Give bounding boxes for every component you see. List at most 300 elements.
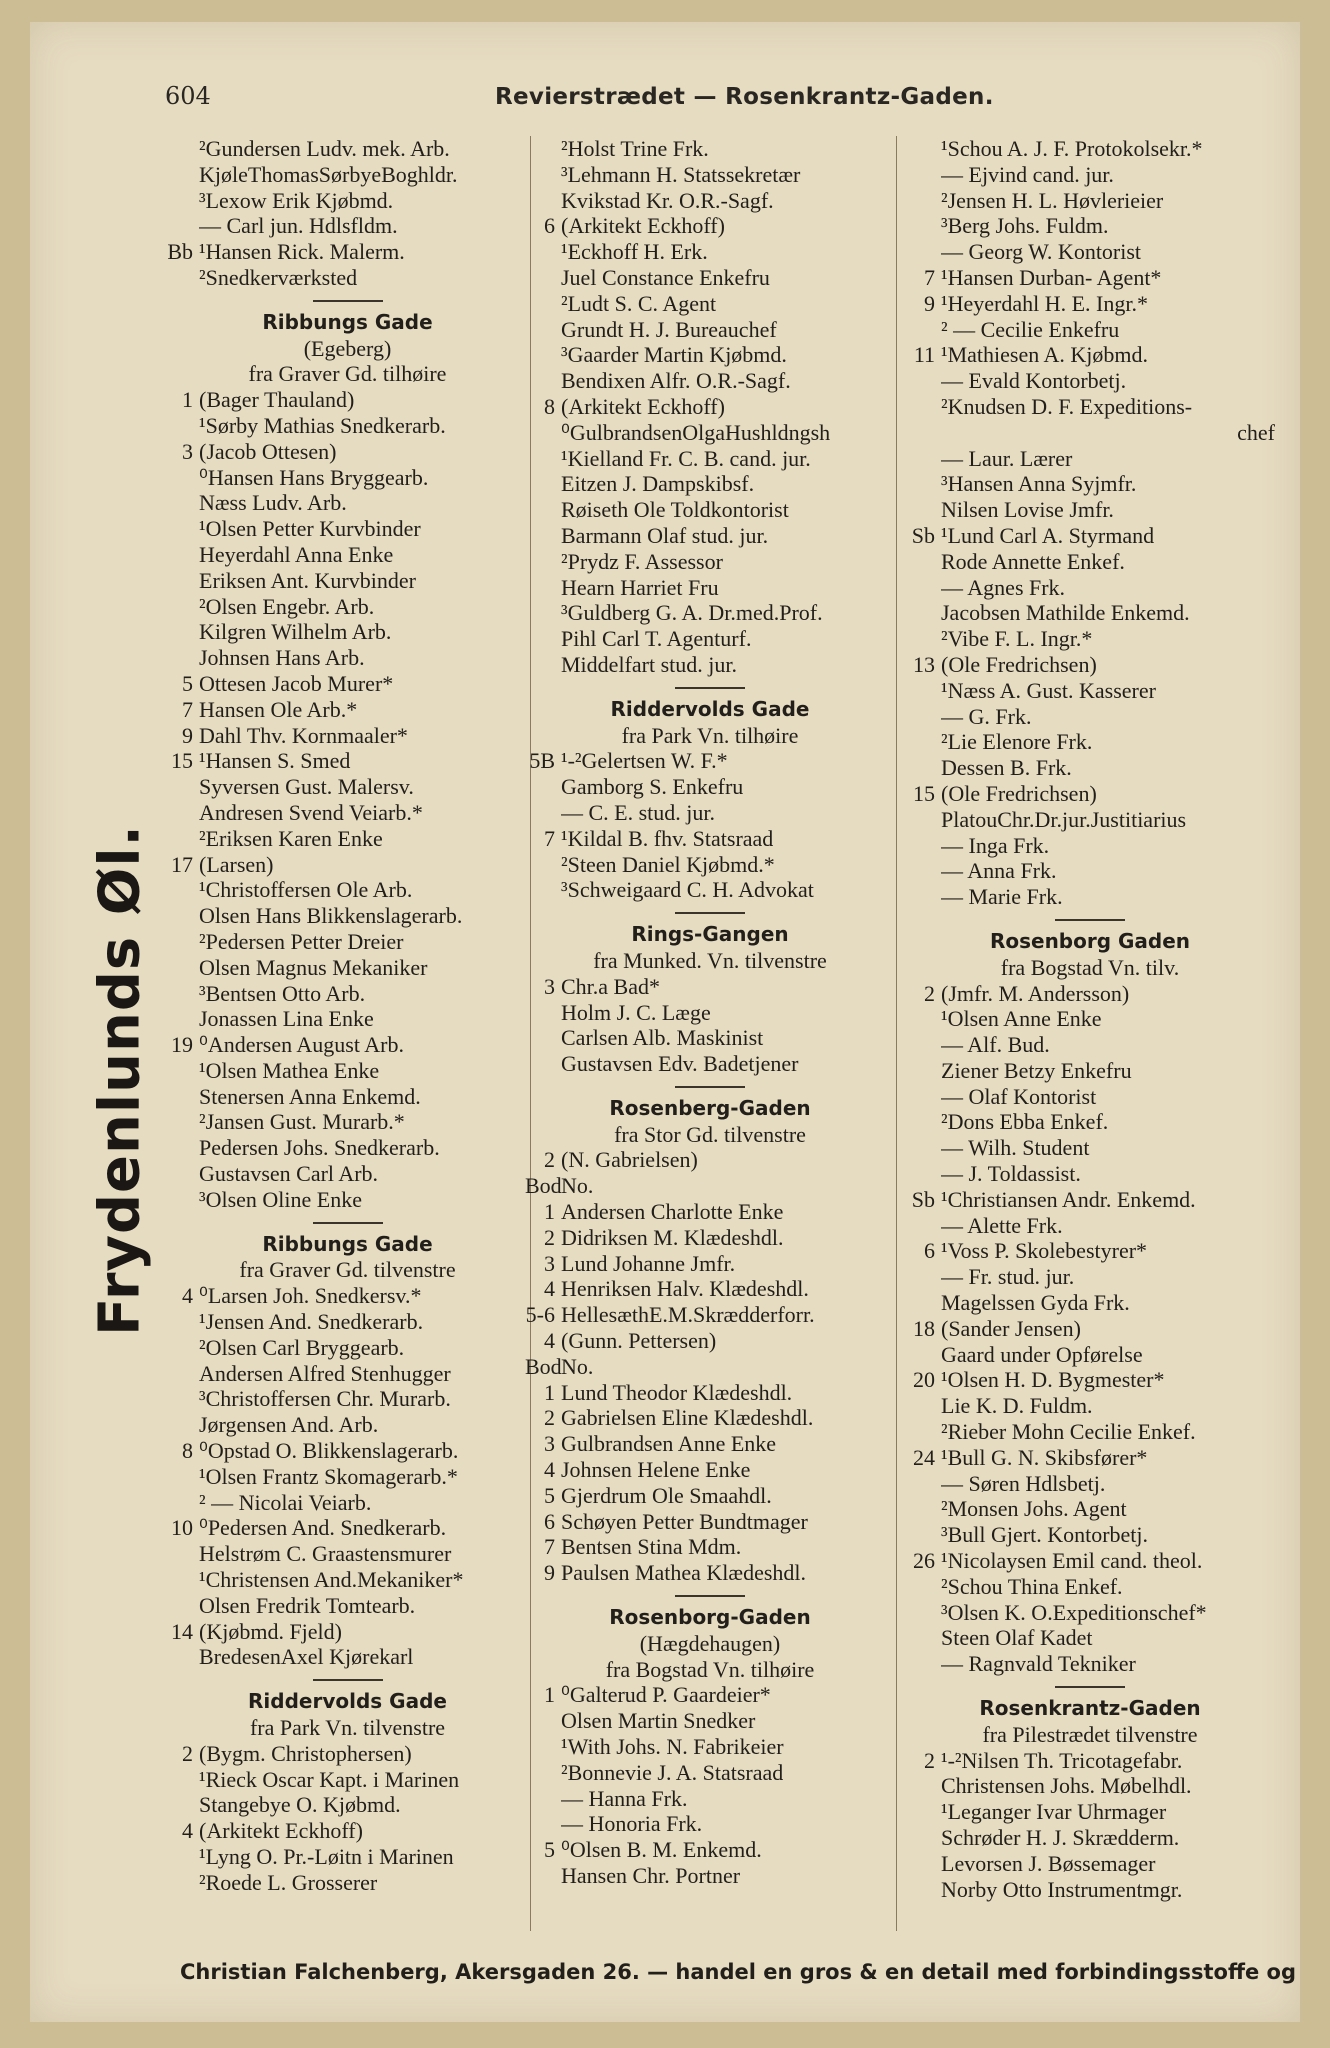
directory-entry <box>525 549 895 575</box>
house-number: 2 <box>182 1740 193 1766</box>
directory-entry <box>165 490 530 516</box>
house-number <box>165 1084 199 1110</box>
resident-name: — Anna Frk. <box>941 858 1057 884</box>
house-number <box>905 1342 941 1368</box>
page-number: 604 <box>165 82 211 110</box>
house-number <box>905 471 941 497</box>
directory-entry <box>525 213 895 239</box>
directory-entry <box>525 1276 895 1302</box>
directory-entry <box>525 1225 895 1251</box>
house-number <box>165 1361 199 1387</box>
resident-name: ²Snedkerværksted <box>199 264 358 290</box>
resident-name: Olsen Magnus Mekaniker <box>199 954 428 980</box>
house-number: 9 <box>182 722 193 748</box>
directory-entry <box>525 1147 895 1173</box>
directory-entry <box>525 774 895 800</box>
directory-entry <box>525 239 895 265</box>
house-number: 13 <box>913 651 935 677</box>
resident-name: Nilsen Lovise Jmfr. <box>941 497 1114 523</box>
directory-entry <box>525 1682 895 1708</box>
directory-entry <box>525 877 895 903</box>
directory-entry <box>905 1393 1275 1419</box>
house-number: 17 <box>171 851 193 877</box>
resident-name: ¹Olsen Anne Enke <box>941 1006 1102 1032</box>
directory-entry <box>905 678 1275 704</box>
directory-entry <box>165 542 530 568</box>
resident-name: ³Hansen Anna Syjmfr. <box>941 471 1137 497</box>
resident-name: Næss Ludv. Arb. <box>199 490 347 516</box>
house-number <box>525 774 561 800</box>
street-heading: Rosenkrantz-Gaden <box>979 1696 1201 1721</box>
directory-entry <box>165 1792 530 1818</box>
directory-entry <box>905 213 1275 239</box>
resident-name: Pihl Carl T. Agenturf. <box>561 626 752 652</box>
house-number <box>165 1161 199 1187</box>
resident-name: Didriksen M. Klædeshdl. <box>561 1224 784 1250</box>
house-number: 3 <box>544 1250 555 1276</box>
resident-name: Eitzen J. Dampskibsf. <box>561 471 755 497</box>
directory-entry <box>905 394 1275 420</box>
resident-name: (Arkitekt Eckhoff) <box>199 1818 363 1844</box>
resident-name: Levorsen J. Bøssemager <box>941 1850 1156 1876</box>
house-number: 26 <box>913 1548 935 1574</box>
street-direction: fra Munked. Vn. tilvenstre <box>593 947 827 973</box>
directory-entry <box>165 213 530 239</box>
directory-entry <box>525 1734 895 1760</box>
directory-entry <box>525 1811 895 1837</box>
resident-name: Olsen Fredrik Tomtearb. <box>199 1592 416 1618</box>
house-number <box>525 446 561 472</box>
resident-name: ¹Kildal B. fhv. Statsraad <box>561 825 774 851</box>
resident-name: BredesenAxel Kjørekarl <box>199 1644 414 1670</box>
directory-entry <box>905 981 1275 1007</box>
resident-name: ¹Jensen And. Snedkerarb. <box>199 1309 424 1335</box>
resident-name: Kilgren Wilhelm Arb. <box>199 619 392 645</box>
directory-entry <box>165 619 530 645</box>
directory-entry <box>905 1851 1275 1877</box>
resident-name: ³Olsen K. O.Expeditionschef* <box>941 1599 1207 1625</box>
house-number: 1 <box>182 387 193 413</box>
street-heading: Riddervolds Gade <box>610 696 810 721</box>
resident-name: — Ragnvald Tekniker <box>941 1651 1136 1677</box>
directory-entry <box>905 549 1275 575</box>
directory-entry <box>525 600 895 626</box>
resident-name: (Jmfr. M. Andersson) <box>941 980 1130 1006</box>
house-number <box>905 807 941 833</box>
directory-entry <box>905 1187 1275 1213</box>
house-number <box>525 575 561 601</box>
directory-entry <box>905 1600 1275 1626</box>
resident-name: Steen Olaf Kadet <box>941 1625 1093 1651</box>
resident-name: ¹Lyng O. Pr.-Løitn i Marinen <box>199 1844 454 1869</box>
directory-entry <box>165 1741 530 1767</box>
house-number: 1 <box>544 1379 555 1405</box>
house-number <box>525 1811 561 1837</box>
resident-name: ⁰Andersen August Arb. <box>199 1032 404 1058</box>
street-direction: (Egeberg) <box>303 335 392 361</box>
resident-name: ¹Bull G. N. Skibsfører* <box>941 1444 1148 1470</box>
street-direction: fra Stor Gd. tilvenstre <box>614 1121 806 1147</box>
directory-entry <box>905 1574 1275 1600</box>
house-number <box>905 626 941 652</box>
resident-name: Schrøder H. J. Skrædderm. <box>941 1825 1180 1850</box>
directory-entry <box>905 858 1275 884</box>
directory-entry <box>905 188 1275 214</box>
directory-entry <box>905 781 1275 807</box>
house-number <box>165 1335 199 1361</box>
directory-entry <box>165 1490 530 1516</box>
directory-column-3 <box>905 136 1275 1902</box>
house-number: Sb <box>911 522 935 548</box>
directory-entry <box>525 1199 895 1225</box>
directory-entry <box>525 1328 895 1354</box>
house-number <box>525 265 561 291</box>
directory-entry <box>905 1548 1275 1574</box>
resident-name: ²Olsen Engebr. Arb. <box>199 593 375 619</box>
house-number <box>165 1135 199 1161</box>
house-number: 9 <box>924 290 935 316</box>
house-number <box>905 1264 941 1290</box>
directory-entry <box>905 1445 1275 1471</box>
directory-entry <box>905 833 1275 859</box>
house-number <box>905 1006 941 1032</box>
directory-entry <box>905 1084 1275 1110</box>
house-number <box>905 1799 941 1825</box>
resident-name: Hansen Ole Arb.* <box>199 696 358 722</box>
street-direction: fra Park Vn. tilvenstre <box>249 1715 446 1741</box>
directory-entry <box>905 1161 1275 1187</box>
resident-name: ²Roede L. Grosserer <box>199 1869 378 1895</box>
resident-name: Magelssen Gyda Frk. <box>941 1290 1130 1316</box>
house-number <box>905 549 941 575</box>
resident-name: ³Lehmann H. Statssekretær <box>561 161 801 187</box>
house-number <box>165 1644 199 1670</box>
resident-name: ¹Nicolaysen Emil cand. theol. <box>941 1548 1203 1574</box>
house-number: 19 <box>171 1032 193 1058</box>
house-number: 2 <box>544 1147 555 1173</box>
resident-name: Gustavsen Edv. Badetjener <box>561 1051 799 1077</box>
house-number <box>525 1760 561 1786</box>
house-number <box>905 317 941 343</box>
directory-entry <box>905 1799 1275 1825</box>
directory-entry <box>525 626 895 652</box>
house-number <box>165 800 199 826</box>
directory-entry <box>525 1786 895 1812</box>
directory-entry <box>165 1084 530 1110</box>
house-number <box>525 626 561 652</box>
directory-entry <box>525 1863 895 1889</box>
street-heading: Rosenborg Gaden <box>989 928 1191 953</box>
directory-entry <box>525 1380 895 1406</box>
house-number: 3 <box>544 973 555 999</box>
resident-name: ²Bonnevie J. A. Statsraad <box>561 1759 784 1785</box>
resident-name: ³Bull Gjert. Kontorbetj. <box>941 1522 1149 1548</box>
directory-entry <box>165 1309 530 1335</box>
directory-entry <box>165 413 530 439</box>
house-number: 2 <box>924 980 935 1006</box>
directory-entry <box>165 1058 530 1084</box>
house-number <box>525 368 561 394</box>
directory-entry <box>525 1354 895 1380</box>
house-number <box>165 1006 199 1032</box>
street-direction: fra Graver Gd. tilhøire <box>248 361 447 387</box>
house-number <box>165 568 199 594</box>
house-number <box>165 136 199 162</box>
resident-name: — Laur. Lærer <box>941 445 1073 471</box>
directory-entry <box>165 1438 530 1464</box>
directory-entry <box>525 291 895 317</box>
directory-entry <box>525 342 895 368</box>
house-number <box>905 368 941 394</box>
resident-name: ²Pedersen Petter Dreier <box>199 928 404 954</box>
resident-name: ¹Olsen Mathea Enke <box>199 1057 380 1083</box>
resident-name: Dessen B. Frk. <box>941 755 1072 781</box>
house-number <box>905 1496 941 1522</box>
directory-entry <box>525 1837 895 1863</box>
house-number <box>165 1490 199 1516</box>
resident-name: — Georg W. Kontorist <box>941 239 1142 265</box>
directory-entry <box>165 439 530 465</box>
house-number <box>905 1058 941 1084</box>
resident-name: Gamborg S. Enkefru <box>561 774 744 800</box>
house-number <box>165 929 199 955</box>
directory-entry <box>905 1625 1275 1651</box>
resident-name: Middelfart stud. jur. <box>561 651 737 677</box>
house-number <box>525 1051 561 1077</box>
directory-entry <box>525 1431 895 1457</box>
house-number <box>905 1109 941 1135</box>
resident-name: (Bygm. Christophersen) <box>199 1740 412 1766</box>
resident-name: — Evald Kontorbetj. <box>941 368 1127 394</box>
house-number: 15 <box>171 748 193 774</box>
directory-entry <box>525 1000 895 1026</box>
directory-entry <box>905 291 1275 317</box>
resident-name: — Søren Hdlsbetj. <box>941 1470 1106 1496</box>
street-direction: fra Park Vn. tilhøire <box>621 722 799 748</box>
directory-entry <box>165 387 530 413</box>
directory-entry <box>165 903 530 929</box>
street-heading: Ribbungs Gade <box>262 309 433 334</box>
resident-name: ³Olsen Oline Enke <box>199 1186 363 1212</box>
resident-name: ¹Hansen Durban- Agent* <box>941 264 1162 290</box>
house-number <box>165 1567 199 1593</box>
resident-name: Lund Johanne Jmfr. <box>561 1250 736 1276</box>
house-number <box>525 1863 561 1889</box>
resident-name: ¹Lund Carl A. Styrmand <box>941 522 1155 548</box>
directory-entry <box>165 1593 530 1619</box>
house-number <box>525 1708 561 1734</box>
resident-name: Bentsen Stina Mdm. <box>561 1534 742 1560</box>
resident-name: ²Lie Elenore Frk. <box>941 729 1093 755</box>
resident-name: — Marie Frk. <box>941 884 1063 910</box>
house-number: Sb <box>911 1186 935 1212</box>
resident-name: Juel Constance Enkefru <box>561 264 770 290</box>
house-number <box>165 213 199 239</box>
page-header-title: Revierstrædet — Rosenkrantz-Gaden. <box>495 84 994 110</box>
house-number <box>165 774 199 800</box>
directory-entry <box>525 652 895 678</box>
house-number <box>165 1412 199 1438</box>
house-number <box>905 446 941 472</box>
directory-entry <box>165 697 530 723</box>
resident-name: ³Lexow Erik Kjøbmd. <box>199 187 394 213</box>
resident-name: ²Eriksen Karen Enke <box>199 825 383 851</box>
resident-name: Bendixen Alfr. O.R.-Sagf. <box>561 368 791 394</box>
resident-name: ⁰Olsen B. M. Enkemd. <box>561 1837 762 1863</box>
resident-name: ²Steen Daniel Kjøbmd.* <box>561 851 775 877</box>
directory-entry <box>905 1367 1275 1393</box>
directory-entry <box>905 575 1275 601</box>
directory-entry <box>165 162 530 188</box>
resident-name: ²Monsen Johs. Agent <box>941 1496 1127 1522</box>
street-heading: Rosenborg-Gaden <box>609 1605 811 1630</box>
house-number: 2 <box>544 1224 555 1250</box>
resident-name: Henriksen Halv. Klædeshdl. <box>561 1276 809 1302</box>
resident-name: Eriksen Ant. Kurvbinder <box>199 567 416 593</box>
house-number <box>905 678 941 704</box>
house-number <box>165 1109 199 1135</box>
house-number: 6 <box>924 1238 935 1264</box>
directory-entry <box>525 420 895 446</box>
house-number <box>525 162 561 188</box>
resident-name: ²Knudsen D. F. Expeditions- <box>941 393 1193 419</box>
resident-name: ³Gaarder Martin Kjøbmd. <box>561 342 787 368</box>
house-number <box>905 1419 941 1445</box>
street-heading: Riddervolds Gade <box>248 1689 447 1714</box>
directory-entry <box>905 368 1275 394</box>
directory-entry <box>165 1870 530 1896</box>
resident-name: Gustavsen Carl Arb. <box>199 1161 379 1187</box>
house-number <box>905 1161 941 1187</box>
resident-name: — Wilh. Student <box>941 1135 1090 1161</box>
directory-entry <box>905 446 1275 472</box>
house-number: 3 <box>182 438 193 464</box>
resident-name: Andersen Charlotte Enke <box>561 1199 784 1225</box>
directory-entry <box>905 1264 1275 1290</box>
resident-name: ¹Olsen Frantz Skomagerarb.* <box>199 1463 458 1489</box>
house-number: 2 <box>924 1747 935 1773</box>
directory-entry <box>165 1818 530 1844</box>
resident-name: — J. Toldassist. <box>941 1161 1081 1187</box>
house-number <box>905 1522 941 1548</box>
resident-name: (Bager Thauland) <box>199 387 355 413</box>
column-divider <box>896 136 897 1931</box>
street-direction: fra Bogstad Vn. tilhøire <box>605 1656 815 1682</box>
house-number: 1 <box>544 1682 555 1708</box>
resident-name: ²Prydz F. Assessor <box>561 548 723 574</box>
house-number <box>165 955 199 981</box>
directory-entry <box>165 1283 530 1309</box>
resident-name: Norby Otto Instrumentmgr. <box>941 1876 1183 1902</box>
house-number <box>905 1625 941 1651</box>
directory-entry <box>525 748 895 774</box>
resident-name: (Gunn. Pettersen) <box>561 1328 717 1354</box>
resident-name: Røiseth Ole Toldkontorist <box>561 497 789 523</box>
directory-entry <box>165 594 530 620</box>
house-number <box>905 1393 941 1419</box>
resident-name: No. <box>561 1353 594 1379</box>
directory-entry <box>905 884 1275 910</box>
house-number: 4 <box>182 1283 193 1309</box>
directory-entry <box>905 1006 1275 1032</box>
resident-name: ²Rieber Mohn Cecilie Enkef. <box>941 1419 1196 1445</box>
directory-entry <box>165 955 530 981</box>
resident-name: Carlsen Alb. Maskinist <box>561 1025 764 1051</box>
resident-name: ¹Hansen Rick. Malerm. <box>199 239 405 265</box>
house-number <box>905 497 941 523</box>
directory-entry <box>905 626 1275 652</box>
directory-entry <box>905 1877 1275 1903</box>
house-number: 9 <box>544 1560 555 1586</box>
directory-entry <box>165 981 530 1007</box>
directory-entry <box>905 497 1275 523</box>
house-number <box>525 420 561 446</box>
section-divider <box>1055 1686 1125 1688</box>
section-divider <box>313 1222 383 1224</box>
resident-name: Hansen Chr. Portner <box>561 1863 741 1888</box>
street-direction: fra Graver Gd. tilvenstre <box>239 1257 456 1283</box>
house-number <box>905 162 941 188</box>
directory-entry <box>165 1006 530 1032</box>
directory-entry <box>165 568 530 594</box>
house-number: 14 <box>171 1618 193 1644</box>
resident-name: Ottesen Jacob Murer* <box>199 670 394 696</box>
resident-name: ¹Eckhoff H. Erk. <box>561 239 708 265</box>
directory-entry <box>165 645 530 671</box>
house-number <box>525 188 561 214</box>
directory-entry <box>525 1560 895 1586</box>
resident-name: Heyerdahl Anna Enke <box>199 541 394 567</box>
directory-entry <box>905 136 1275 162</box>
directory-entry <box>165 1412 530 1438</box>
house-number <box>165 619 199 645</box>
directory-entry <box>165 1767 530 1793</box>
resident-name: ¹Hansen S. Smed <box>199 748 351 774</box>
directory-entry <box>165 1515 530 1541</box>
directory-entry <box>905 1748 1275 1774</box>
house-number <box>525 852 561 878</box>
directory-entry <box>525 162 895 188</box>
resident-name: Helstrøm C. Graastensmurer <box>199 1541 452 1567</box>
directory-entry <box>905 1496 1275 1522</box>
house-number <box>165 413 199 439</box>
directory-entry <box>525 1760 895 1786</box>
directory-entry <box>525 1509 895 1535</box>
house-number <box>905 755 941 781</box>
directory-entry <box>525 1025 895 1051</box>
directory-column-1 <box>165 136 530 1896</box>
section-divider <box>675 687 745 689</box>
directory-entry <box>905 729 1275 755</box>
directory-entry <box>165 188 530 214</box>
house-number <box>165 826 199 852</box>
directory-entry <box>165 1032 530 1058</box>
house-number <box>905 884 941 910</box>
house-number <box>165 1058 199 1084</box>
house-number <box>165 188 199 214</box>
resident-name: ²Schou Thina Enkef. <box>941 1573 1123 1599</box>
house-number <box>165 1541 199 1567</box>
directory-entry <box>905 317 1275 343</box>
resident-name: Gaard under Opførelse <box>941 1341 1143 1367</box>
directory-entry <box>905 755 1275 781</box>
resident-name: ¹Christiansen Andr. Enkemd. <box>941 1186 1196 1212</box>
directory-entry <box>525 446 895 472</box>
house-number <box>525 317 561 343</box>
directory-entry <box>165 852 530 878</box>
directory-entry <box>165 1386 530 1412</box>
directory-entry <box>165 774 530 800</box>
